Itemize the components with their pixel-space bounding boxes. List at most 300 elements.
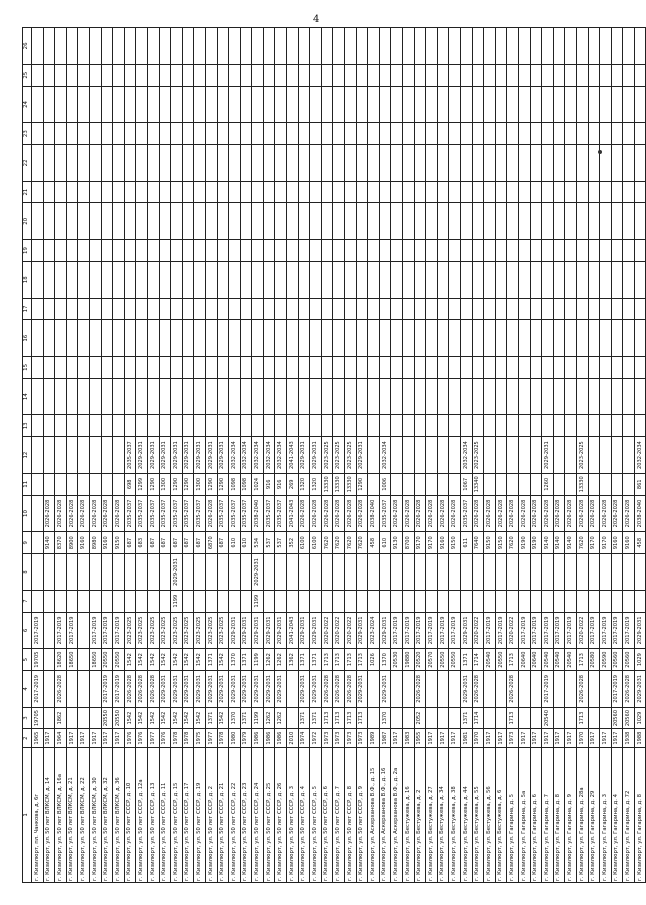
- table-cell: [391, 473, 403, 495]
- table-cell: [333, 298, 345, 320]
- table-cell: [205, 357, 217, 379]
- table-cell: 9150: [495, 532, 507, 554]
- table-cell: [124, 123, 136, 145]
- table-cell: [321, 240, 333, 262]
- table-cell: [472, 415, 484, 437]
- table-cell: 1371: [205, 707, 217, 729]
- address-cell: г. Кизилюрт, ул. 50 лет ВЛКСМ, д. 36: [113, 747, 125, 882]
- table-cell: 6100: [298, 532, 310, 554]
- table-cell: 687: [159, 532, 171, 554]
- table-cell: [159, 240, 171, 262]
- table-cell: [530, 357, 542, 379]
- table-row: [460, 28, 472, 883]
- table-cell: [240, 378, 252, 415]
- table-cell: 1371: [240, 707, 252, 729]
- table-cell: [553, 590, 565, 612]
- table-cell: [634, 28, 646, 65]
- table-cell: [147, 320, 159, 357]
- table-cell: [414, 123, 426, 145]
- table-cell: 2035-2037: [460, 495, 472, 532]
- table-cell: [368, 320, 380, 357]
- table-cell: [484, 357, 496, 379]
- table-cell: [113, 203, 125, 240]
- table-cell: [345, 590, 357, 612]
- table-cell: [414, 554, 426, 591]
- table-cell: [623, 123, 635, 145]
- table-row: [194, 28, 206, 883]
- table-cell: 9130: [391, 532, 403, 554]
- table-cell: [623, 64, 635, 86]
- table-cell: [484, 86, 496, 123]
- table-cell: [565, 415, 577, 437]
- table-cell: 2035-2037: [147, 495, 159, 532]
- table-cell: [368, 145, 380, 182]
- column-header: 9: [23, 532, 32, 554]
- table-cell: 1290: [217, 473, 229, 495]
- table-cell: [194, 357, 206, 379]
- table-cell: [553, 240, 565, 262]
- address-cell: г. Кизилюрт, ул. 50 лет ВЛКСМ, д. 30: [89, 747, 101, 882]
- table-cell: [368, 590, 380, 612]
- table-cell: 1542: [136, 649, 148, 671]
- table-cell: [136, 123, 148, 145]
- table-cell: [113, 86, 125, 123]
- address-cell: г. Кизилюрт, ул. 50 лет СССР, д. 26: [275, 747, 287, 882]
- table-cell: [78, 473, 90, 495]
- table-cell: [78, 203, 90, 240]
- table-cell: [263, 145, 275, 182]
- table-cell: [66, 473, 78, 495]
- table-cell: [240, 590, 252, 612]
- table-cell: [623, 240, 635, 262]
- table-cell: [449, 240, 461, 262]
- table-cell: [182, 590, 194, 612]
- table-cell: [101, 554, 113, 591]
- table-cell: [287, 298, 299, 320]
- table-cell: [147, 554, 159, 591]
- table-cell: [101, 240, 113, 262]
- table-cell: [484, 298, 496, 320]
- column-header: 4: [23, 671, 32, 708]
- table-cell: [518, 123, 530, 145]
- table-cell: 1978: [171, 729, 183, 747]
- table-cell: 1542: [171, 649, 183, 671]
- table-cell: 537: [275, 532, 287, 554]
- table-cell: [588, 707, 600, 729]
- table-cell: [426, 28, 438, 65]
- table-cell: [333, 28, 345, 65]
- table-cell: 2017-2019: [101, 612, 113, 649]
- table-cell: [576, 320, 588, 357]
- table-cell: 1986: [275, 729, 287, 747]
- column-header: 5: [23, 649, 32, 671]
- table-row: [147, 28, 159, 883]
- table-cell: [437, 86, 449, 123]
- table-cell: 2017-2019: [55, 612, 67, 649]
- table-row: [391, 28, 403, 883]
- table-cell: [147, 181, 159, 203]
- table-cell: [252, 357, 264, 379]
- column-header: 11: [23, 473, 32, 495]
- table-cell: [101, 261, 113, 298]
- table-cell: 7620: [321, 532, 333, 554]
- table-cell: [345, 203, 357, 240]
- table-cell: [530, 64, 542, 86]
- table-cell: 2035-2037: [171, 495, 183, 532]
- table-cell: [634, 240, 646, 262]
- address-cell: г. Кизилюрт, ул. Бестужева, д. 56: [484, 747, 496, 882]
- table-cell: [437, 437, 449, 474]
- table-cell: 2029-2031: [356, 612, 368, 649]
- table-cell: [391, 240, 403, 262]
- table-cell: 2023-2025: [147, 612, 159, 649]
- table-cell: 9170: [588, 532, 600, 554]
- table-cell: [159, 261, 171, 298]
- table-cell: [205, 203, 217, 240]
- table-cell: 458: [634, 532, 646, 554]
- table-cell: 1300: [194, 473, 206, 495]
- table-row: [240, 28, 252, 883]
- table-cell: [217, 378, 229, 415]
- table-cell: 7640: [472, 532, 484, 554]
- table-cell: [159, 86, 171, 123]
- table-cell: [542, 28, 554, 65]
- table-cell: [171, 203, 183, 240]
- table-row: [634, 28, 646, 883]
- table-cell: 2017-2019: [495, 612, 507, 649]
- address-cell: г. Кизилюрт, ул. 50 лет СССР, д. 2: [205, 747, 217, 882]
- table-cell: 2026-2028: [600, 495, 612, 532]
- table-cell: 7620: [507, 532, 519, 554]
- table-cell: [530, 590, 542, 612]
- table-cell: [588, 240, 600, 262]
- table-cell: [460, 181, 472, 203]
- table-cell: [55, 415, 67, 437]
- table-cell: [333, 357, 345, 379]
- table-cell: [240, 64, 252, 86]
- table-cell: [171, 320, 183, 357]
- table-cell: [356, 378, 368, 415]
- table-cell: [368, 437, 380, 474]
- table-cell: [113, 378, 125, 415]
- table-cell: 2017-2019: [484, 612, 496, 649]
- table-cell: 1370: [229, 649, 241, 671]
- table-cell: 2017-2019: [32, 612, 44, 649]
- table-cell: [217, 203, 229, 240]
- table-cell: 9150: [449, 532, 461, 554]
- table-cell: 2026-2028: [576, 495, 588, 532]
- table-cell: 2026-2028: [345, 671, 357, 708]
- table-cell: [623, 145, 635, 182]
- table-cell: 2023-2025: [159, 612, 171, 649]
- table-cell: [124, 181, 136, 203]
- table-cell: 2035-2037: [229, 495, 241, 532]
- table-cell: [159, 415, 171, 437]
- table-cell: [263, 378, 275, 415]
- table-cell: [472, 590, 484, 612]
- table-cell: [229, 378, 241, 415]
- table-cell: [553, 28, 565, 65]
- table-cell: [553, 554, 565, 591]
- table-cell: 1542: [194, 707, 206, 729]
- table-cell: [101, 123, 113, 145]
- table-cell: [460, 203, 472, 240]
- table-cell: [113, 437, 125, 474]
- table-cell: [484, 145, 496, 182]
- table-cell: [472, 28, 484, 65]
- table-cell: 2026-2028: [403, 495, 415, 532]
- table-cell: 18650: [66, 649, 78, 671]
- table-cell: [460, 64, 472, 86]
- table-cell: [101, 64, 113, 86]
- table-cell: 1067: [460, 473, 472, 495]
- address-cell: г. Кизилюрт, ул. 50 лет СССР, д. 4: [298, 747, 310, 882]
- table-cell: 9140: [542, 532, 554, 554]
- table-cell: [55, 28, 67, 65]
- table-cell: [449, 86, 461, 123]
- address-cell: г. Кизилюрт, ул. 50 лет СССР, д. 19: [194, 747, 206, 882]
- table-cell: [263, 181, 275, 203]
- table-cell: [298, 240, 310, 262]
- table-row: [43, 28, 55, 883]
- table-cell: 1917: [426, 729, 438, 747]
- table-cell: [252, 123, 264, 145]
- table-cell: [518, 590, 530, 612]
- table-cell: [414, 181, 426, 203]
- table-cell: 7620: [356, 532, 368, 554]
- table-cell: 1290: [205, 473, 217, 495]
- table-cell: [333, 590, 345, 612]
- table-cell: [124, 554, 136, 591]
- table-cell: [379, 378, 391, 415]
- table-cell: 20530: [391, 649, 403, 671]
- table-cell: [252, 298, 264, 320]
- table-cell: [472, 298, 484, 320]
- table-cell: [55, 181, 67, 203]
- table-cell: [460, 590, 472, 612]
- table-cell: [66, 707, 78, 729]
- table-cell: [379, 554, 391, 591]
- table-cell: 1370: [379, 649, 391, 671]
- table-row: [553, 28, 565, 883]
- table-cell: [530, 415, 542, 437]
- address-cell: г. Кизилюрт, ул. Бестужева, д. 6: [495, 747, 507, 882]
- table-cell: [78, 145, 90, 182]
- table-cell: [89, 357, 101, 379]
- table-cell: [472, 357, 484, 379]
- table-cell: [55, 554, 67, 591]
- table-cell: 9140: [553, 532, 565, 554]
- table-cell: [66, 64, 78, 86]
- table-cell: [229, 123, 241, 145]
- table-cell: [43, 554, 55, 591]
- table-cell: [565, 64, 577, 86]
- table-cell: 2029-2031: [252, 612, 264, 649]
- table-cell: 2026-2028: [472, 495, 484, 532]
- table-cell: [124, 298, 136, 320]
- table-cell: [576, 590, 588, 612]
- table-cell: [565, 320, 577, 357]
- column-header: 8: [23, 554, 32, 591]
- table-cell: [565, 203, 577, 240]
- address-cell: г. Кизилюрт, ул. 50 лет СССР, д. 12а: [136, 747, 148, 882]
- table-cell: [159, 378, 171, 415]
- table-cell: [43, 298, 55, 320]
- table-cell: 2026-2028: [345, 495, 357, 532]
- table-cell: 2035-2037: [217, 495, 229, 532]
- table-cell: [252, 261, 264, 298]
- table-cell: 2023-2025: [124, 612, 136, 649]
- table-cell: [345, 357, 357, 379]
- table-cell: [472, 145, 484, 182]
- table-cell: [576, 261, 588, 298]
- table-cell: [484, 671, 496, 708]
- table-cell: 2023-2025: [194, 612, 206, 649]
- table-cell: [600, 64, 612, 86]
- table-cell: [542, 554, 554, 591]
- table-cell: [182, 28, 194, 65]
- table-cell: 2029-2031: [263, 671, 275, 708]
- table-cell: [55, 261, 67, 298]
- table-cell: [182, 298, 194, 320]
- table-cell: [495, 203, 507, 240]
- table-cell: [321, 181, 333, 203]
- table-cell: [576, 28, 588, 65]
- table-cell: 2029-2031: [171, 554, 183, 591]
- table-cell: [240, 357, 252, 379]
- table-cell: [565, 86, 577, 123]
- table-cell: 1262: [263, 707, 275, 729]
- table-cell: [113, 298, 125, 320]
- table-cell: [449, 28, 461, 65]
- table-cell: [66, 28, 78, 65]
- table-cell: [217, 357, 229, 379]
- table-cell: 2035-2037: [124, 495, 136, 532]
- table-row: [101, 28, 113, 883]
- table-cell: 1976: [136, 729, 148, 747]
- table-cell: 2017-2019: [588, 612, 600, 649]
- table-cell: [321, 64, 333, 86]
- table-cell: [553, 707, 565, 729]
- table-cell: 1542: [182, 649, 194, 671]
- table-cell: [576, 357, 588, 379]
- table-cell: [310, 320, 322, 357]
- address-cell: г. Кизилюрт, ул. Бестужева, д. 38: [449, 747, 461, 882]
- table-cell: [553, 64, 565, 86]
- table-cell: [252, 240, 264, 262]
- table-cell: [55, 437, 67, 474]
- table-cell: [611, 378, 623, 415]
- table-cell: 687: [182, 532, 194, 554]
- table-cell: [588, 320, 600, 357]
- table-cell: [182, 320, 194, 357]
- table-cell: 1542: [147, 707, 159, 729]
- table-cell: [310, 145, 322, 182]
- table-cell: [43, 123, 55, 145]
- table-cell: [565, 554, 577, 591]
- table-cell: [403, 64, 415, 86]
- table-row: [345, 28, 357, 883]
- table-cell: [345, 123, 357, 145]
- table-cell: [252, 86, 264, 123]
- address-cell: г. Кизилюрт, ул. Бестужева, д. 44: [460, 747, 472, 882]
- table-cell: [101, 473, 113, 495]
- table-cell: 2026-2028: [356, 495, 368, 532]
- table-cell: [426, 707, 438, 729]
- table-cell: [78, 28, 90, 65]
- table-cell: [426, 473, 438, 495]
- table-cell: 9160: [437, 532, 449, 554]
- table-cell: [565, 357, 577, 379]
- table-cell: [472, 261, 484, 298]
- table-cell: [345, 86, 357, 123]
- table-cell: [78, 298, 90, 320]
- table-cell: [426, 415, 438, 437]
- table-cell: [287, 240, 299, 262]
- table-cell: [43, 649, 55, 671]
- table-cell: 2029-2031: [205, 671, 217, 708]
- table-cell: 1713: [356, 707, 368, 729]
- table-cell: 1986: [252, 729, 264, 747]
- table-cell: 2017-2019: [403, 612, 415, 649]
- address-cell: г. Кизилюрт, ул. Аскерханова В.Ф., д. 2а: [391, 747, 403, 882]
- column-header: 15: [23, 357, 32, 379]
- table-cell: [391, 145, 403, 182]
- table-cell: [240, 415, 252, 437]
- address-cell: г. Кизилюрт, ул. Гагарина, д. 8: [634, 747, 646, 882]
- table-cell: [542, 64, 554, 86]
- table-cell: 1978: [217, 729, 229, 747]
- table-cell: 20540: [484, 649, 496, 671]
- table-cell: [182, 378, 194, 415]
- table-row: [298, 28, 310, 883]
- table-cell: [403, 86, 415, 123]
- table-cell: 2017-2019: [414, 612, 426, 649]
- table-cell: 1714: [472, 649, 484, 671]
- table-cell: [368, 378, 380, 415]
- table-row: [321, 28, 333, 883]
- table-cell: 9160: [611, 532, 623, 554]
- table-cell: [136, 320, 148, 357]
- table-cell: [403, 123, 415, 145]
- table-cell: [576, 378, 588, 415]
- table-cell: 9160: [101, 532, 113, 554]
- table-cell: [356, 203, 368, 240]
- table-cell: [78, 707, 90, 729]
- address-cell: г. Кизилюрт, ул. Бестужева, д. 27: [426, 747, 438, 882]
- table-cell: [518, 28, 530, 65]
- table-cell: [66, 415, 78, 437]
- table-cell: [217, 240, 229, 262]
- table-cell: 2029-2031: [356, 671, 368, 708]
- table-cell: [333, 203, 345, 240]
- table-cell: [287, 378, 299, 415]
- table-cell: [495, 357, 507, 379]
- table-cell: [600, 181, 612, 203]
- table-cell: [368, 123, 380, 145]
- table-cell: [345, 240, 357, 262]
- table-cell: [553, 415, 565, 437]
- table-cell: [321, 86, 333, 123]
- table-cell: [55, 473, 67, 495]
- table-cell: 2032-2034: [229, 437, 241, 474]
- table-cell: 20550: [449, 649, 461, 671]
- table-cell: [66, 261, 78, 298]
- table-cell: [89, 320, 101, 357]
- table-cell: 2026-2028: [530, 495, 542, 532]
- address-cell: г. Кизилюрт, ул. Бестужева, д. 34: [437, 747, 449, 882]
- table-cell: [333, 415, 345, 437]
